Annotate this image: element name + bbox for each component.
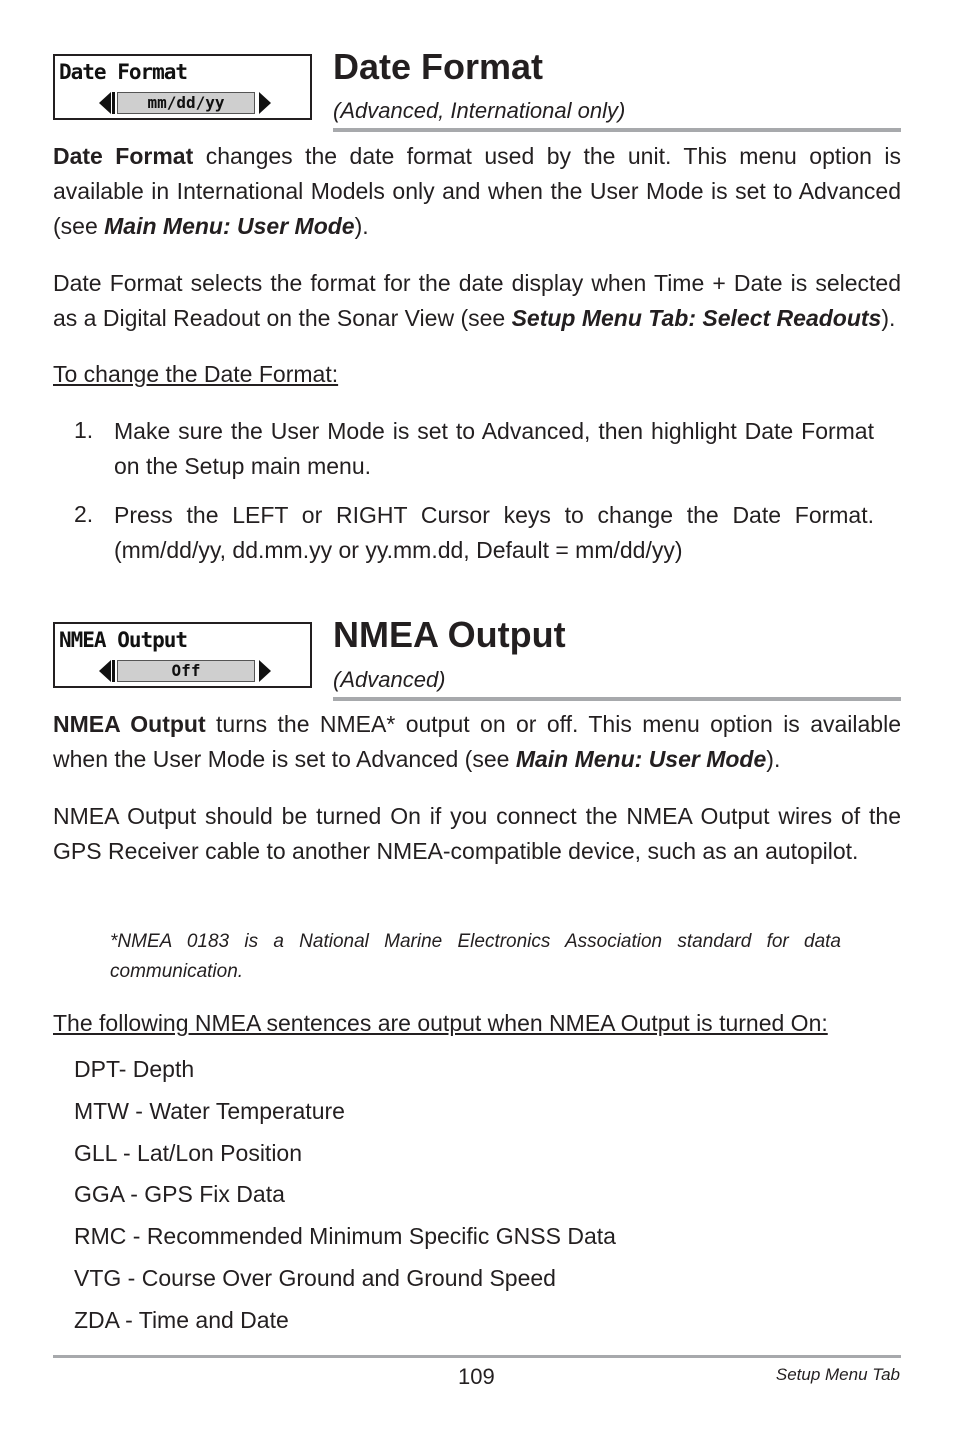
date-format-p1-text: changes the date format used by the unit. This menu option is available in International Models only and when the User Mode is set to Advanced (see [53, 143, 902, 239]
date-format-subheading: (Advanced, International only) [333, 98, 626, 123]
nmea-output-subheading: (Advanced) [333, 667, 446, 692]
nmea-sentences-heading: The following NMEA sentences are output when NMEA Output is turned On: [53, 1010, 828, 1036]
arrow-right-icon [259, 660, 271, 682]
nmea-output-paragraph-2: NMEA Output should be turned On if you connect the NMEA Output wires of the GPS Receiver cable to another NMEA-compatible device, such as an autopilot. [53, 803, 901, 864]
arrow-left-icon [99, 660, 111, 682]
step-1-number: 1. [74, 417, 94, 443]
date-format-p2-text: Date Format selects the format for the date display when Time + Date is selected as a Digital Readout on the Sonar View (see [53, 270, 901, 331]
arrow-left-icon [99, 92, 111, 114]
page-number: 109 [458, 1364, 495, 1389]
nmea-output-p1-text: turns the NMEA* output on or off. This menu option is available when the User Mode is set to Advanced (see [53, 711, 901, 772]
step-2-text: Press the LEFT or RIGHT Cursor keys to change the Date Format. (mm/dd/yy, dd.mm.yy or yy.mm.dd, Default = mm/dd/yy) [114, 502, 874, 563]
date-format-term: Date Format [53, 143, 194, 169]
nmea-sentence-item: RMC - Recommended Minimum Specific GNSS Data [74, 1223, 616, 1249]
arrow-right-icon [259, 92, 271, 114]
nmea-sentence-item: GGA - GPS Fix Data [74, 1181, 285, 1207]
nmea-output-rule [333, 697, 901, 701]
date-format-p2-end: ). [881, 305, 896, 331]
footer-section-label: Setup Menu Tab [775, 1365, 900, 1384]
footer-rule [53, 1355, 901, 1358]
nmea-output-paragraph-1 [53, 707, 901, 777]
arrow-left-bar-icon [112, 660, 115, 682]
nmea-sentence-item: GLL - Lat/Lon Position [74, 1140, 303, 1166]
nmea-output-heading: NMEA Output [333, 614, 566, 655]
arrow-left-bar-icon [112, 92, 115, 114]
date-format-heading: Date Format [333, 46, 544, 87]
date-format-p1-reference: Main Menu: User Mode [104, 213, 355, 239]
nmea-output-menu-widget [53, 622, 312, 688]
date-format-menu-value: mm/dd/yy [117, 92, 255, 114]
nmea-footnote: *NMEA 0183 is a National Marine Electronics Association standard for data communication. [110, 931, 841, 982]
date-format-rule [333, 128, 901, 132]
date-format-menu-widget [53, 54, 312, 120]
nmea-sentence-item: MTW - Water Temperature [74, 1098, 345, 1124]
nmea-sentence-item: VTG - Course Over Ground and Ground Speed [74, 1265, 556, 1291]
nmea-output-term: NMEA Output [53, 711, 206, 737]
nmea-output-menu-value: Off [117, 660, 255, 682]
nmea-sentence-item: DPT- Depth [74, 1056, 195, 1082]
nmea-sentence-item: ZDA - Time and Date [74, 1307, 289, 1333]
nmea-output-p1-end: ). [766, 746, 781, 772]
step-2-number: 2. [74, 501, 94, 527]
date-format-p2-reference: Setup Menu Tab: Select Readouts [511, 305, 882, 331]
date-format-paragraph-2 [53, 266, 901, 336]
nmea-output-menu-title: NMEA Output [59, 628, 188, 652]
date-format-menu-title: Date Format [59, 60, 188, 84]
date-format-paragraph-1 [53, 139, 901, 244]
date-format-p1-end: ). [354, 213, 369, 239]
step-1-text: Make sure the User Mode is set to Advanced, then highlight Date Format on the Setup main menu. [114, 418, 874, 479]
date-format-procedure-heading: To change the Date Format: [53, 361, 339, 387]
nmea-output-p1-reference: Main Menu: User Mode [515, 746, 767, 772]
